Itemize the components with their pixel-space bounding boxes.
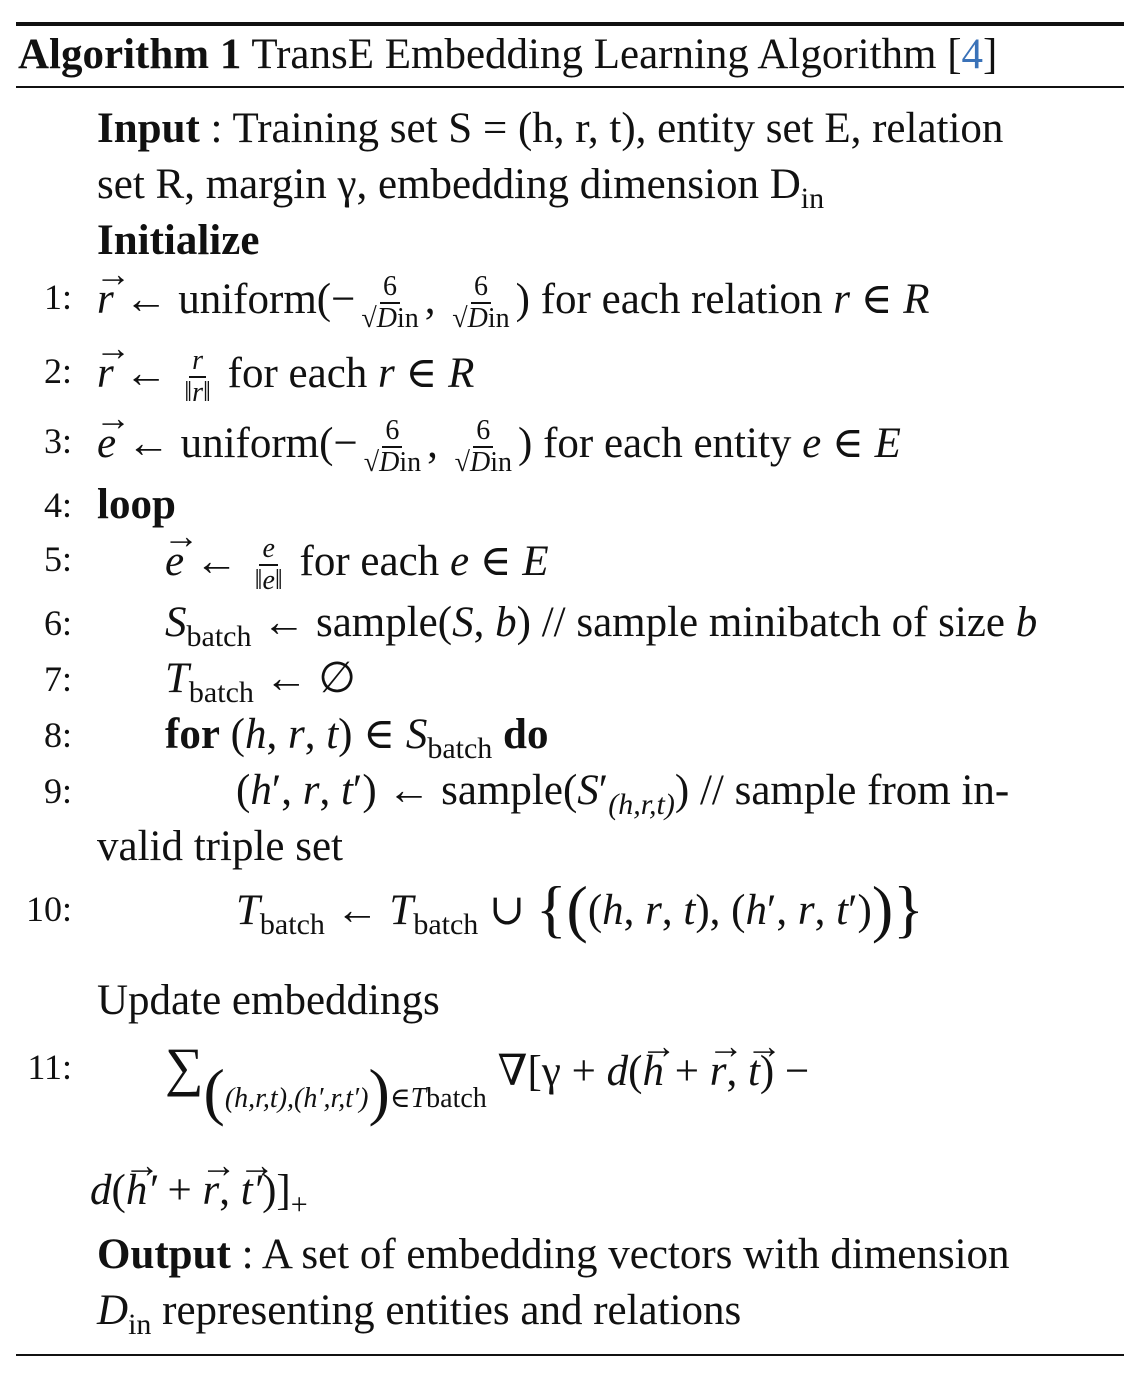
initialize-keyword: Initialize (97, 217, 260, 264)
fraction: $\frac{6}{\text{√Din}}$ (452, 271, 510, 334)
batch-sub: batch (413, 908, 479, 941)
for-each: for each (299, 537, 440, 585)
algorithm-label: Algorithm 1 (18, 31, 242, 78)
comment: // sample minibatch of size (541, 599, 1006, 646)
batch-sub: batch (427, 732, 493, 765)
input-text-2: set R, margin γ, embedding dimension D (97, 161, 801, 208)
line-number: 6: (43, 603, 72, 643)
for-each: for each (227, 349, 368, 397)
line-number: 5: (43, 539, 72, 579)
algorithm-block: Algorithm 1 TransE Embedding Learning Algorithm [4] Input : Training set S = (h, r, t), entity set E, relation set R, margin γ, embedding dimension $D_{in}$ Initialize 1: → r ← uniform(− $\frac{6}{\text{√Din}}$ , $\frac{6}{\text{√Din}}$ ) for each relation r ∈ R 2: → r ← $\frac{r}{‖r‖}$ for each r ∈ R 3: → e ← uniform(− $\frac{6}{\text{√Din}}$ , $\frac{6}{\text{√Din}}$ ) for each entity e ∈ E 4: loop 5: → e ← $\frac{e}{‖e‖}$ for each e ∈ E 6: $S_{batch}$ ← sample(S, b) // sample minibatch of size b 7: $T_{batch}$ ← ∅ 8: for (h, r, t) ∈ $S_{batch}$ do 9: (h′, r, t′) ← $sample(S'_{(h,r,t)})$ // sample from in- valid triple set 10: $T_{batch}$ ← $T_{batch}$ ∪ {((h, r, t), (h′, r, t′))} Update embeddings 11: $\sum_{((h,r,t),(h',r,t'))\in Tbatch}$ ∇[γ + d(→ h + → r, → t) − d(→ h′ + → r, → $t')]_+$ Output : A set of embedding vectors with dimension $D_{in}$ representing entities and relations (0, 0, 1146, 1374)
batch-sub: batch (186, 620, 252, 653)
fraction: $\frac{e}{‖e‖}$ (254, 533, 283, 596)
caption-rule (16, 86, 1124, 88)
fraction: $\frac{r}{‖r‖}$ (184, 345, 211, 408)
update-label: Update embeddings (97, 977, 440, 1024)
comment-continued: valid triple set (97, 823, 343, 870)
do-keyword: do (503, 711, 549, 758)
fraction: $\frac{6}{\text{√Din}}$ (361, 271, 419, 334)
sample-fn: sample (315, 599, 438, 646)
caption-close: ] (983, 31, 998, 78)
input-keyword: Input (97, 105, 200, 152)
batch-sub: batch (259, 908, 325, 941)
output-text-1: : A set of embedding vectors with dimension (241, 1231, 1010, 1278)
output-keyword: Output (97, 1231, 231, 1278)
din-sub: in (800, 182, 825, 215)
fraction: $\frac{6}{\text{√Din}}$ (363, 415, 422, 478)
line-number: 11: (27, 1047, 72, 1087)
line-number: 7: (43, 659, 72, 699)
batch-sub: batch (188, 676, 254, 709)
line-number: 10: (25, 889, 72, 929)
line-number: 9: (43, 771, 72, 811)
comment: // sample from in- (699, 767, 1010, 814)
output-text-2: representing entities and relations (162, 1287, 742, 1334)
vector-r: → r (97, 349, 114, 399)
din-sub: in (128, 1308, 152, 1341)
for-each-entity: for each entity (543, 419, 792, 467)
uniform-fn: uniform (180, 419, 320, 467)
top-rule (16, 22, 1124, 26)
algorithm-caption (18, 28, 997, 82)
for-keyword: for (165, 711, 220, 758)
citation-link[interactable]: 4 (961, 31, 984, 78)
line-number: 1: (43, 277, 72, 317)
sample-fn: sample (441, 767, 563, 814)
bottom-rule (16, 1354, 1124, 1356)
vector-e: → e (165, 537, 184, 587)
line-number: 8: (43, 715, 72, 755)
vector-e: → e (97, 419, 116, 469)
line-number: 4: (43, 485, 72, 525)
for-each-relation: for each relation (540, 275, 823, 323)
loop-keyword: loop (97, 481, 176, 528)
algorithm-title: TransE Embedding Learning Algorithm [ (251, 31, 962, 78)
line-number: 2: (43, 351, 72, 391)
vector-r: → r (97, 275, 114, 325)
input-text-1: : Training set S = (h, r, t), entity set E, relation (210, 105, 1004, 152)
fraction: $\frac{6}{\text{√Din}}$ (454, 415, 512, 478)
line-number: 3: (43, 421, 72, 461)
uniform-fn: uniform (178, 275, 317, 323)
